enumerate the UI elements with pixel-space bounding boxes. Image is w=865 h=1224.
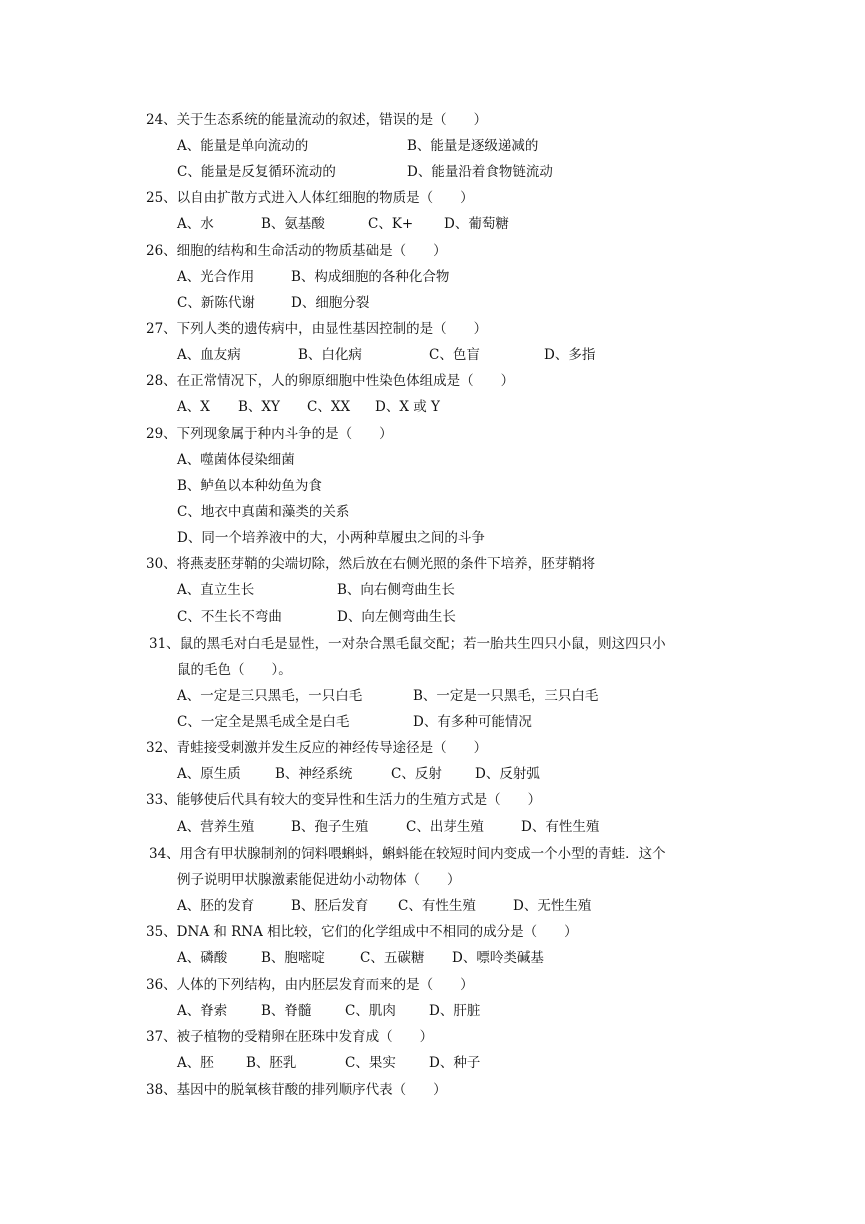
question-29-stem: 29、下列现象属于种内斗争的是（ ） bbox=[146, 426, 393, 442]
question-24-option-c: C、能量是反复循环流动的 bbox=[177, 164, 336, 180]
question-34-stem: 34、用含有甲状腺制剂的饲料喂蝌蚪，蝌蚪能在较短时间内变成一个小型的青蛙．这个 bbox=[149, 846, 666, 862]
question-37-option-c: C、果实 bbox=[345, 1055, 396, 1071]
question-30-option-c: C、不生长不弯曲 bbox=[177, 609, 282, 625]
question-27-stem: 27、下列人类的遗传病中，由显性基因控制的是（ ） bbox=[146, 321, 488, 337]
question-32-option-c: C、反射 bbox=[391, 766, 442, 782]
question-28-stem: 28、在正常情况下，人的卵原细胞中性染色体组成是（ ） bbox=[146, 373, 515, 389]
question-32-option-d: D、反射弧 bbox=[475, 766, 540, 782]
question-35-stem: 35、DNA 和 RNA 相比较，它们的化学组成中不相同的成分是（ ） bbox=[146, 924, 578, 940]
question-31-stem: 31、鼠的黑毛对白毛是显性，一对杂合黑毛鼠交配；若一胎共生四只小鼠，则这四只小 bbox=[149, 636, 666, 652]
question-31-option-d: D、有多种可能情况 bbox=[413, 714, 532, 730]
question-27-option-c: C、色盲 bbox=[429, 347, 480, 363]
question-27-option-d: D、多指 bbox=[544, 347, 596, 363]
question-31-stem-continued: 鼠的毛色（ ）。 bbox=[177, 662, 292, 678]
question-25-option-d: D、葡萄糖 bbox=[444, 216, 509, 232]
question-24-stem: 24、关于生态系统的能量流动的叙述，错误的是（ ） bbox=[146, 112, 488, 128]
question-31-option-c: C、一定全是黑毛成全是白毛 bbox=[177, 714, 350, 730]
question-30-option-a: A、直立生长 bbox=[177, 582, 255, 598]
question-30-stem: 30、将燕麦胚芽鞘的尖端切除，然后放在右侧光照的条件下培养，胚芽鞘将 bbox=[146, 556, 596, 572]
question-30-option-b: B、向右侧弯曲生长 bbox=[337, 582, 455, 598]
question-36-option-a: A、脊索 bbox=[177, 1003, 228, 1019]
question-31-option-b: B、一定是一只黑毛，三只白毛 bbox=[413, 688, 599, 704]
question-36-option-b: B、脊髓 bbox=[261, 1003, 312, 1019]
question-35-option-b: B、胞嘧啶 bbox=[261, 950, 325, 966]
question-33-option-a: A、营养生殖 bbox=[177, 819, 255, 835]
question-25-option-c: C、K+ bbox=[368, 216, 414, 232]
question-34-option-a: A、胚的发育 bbox=[177, 898, 255, 914]
question-30-option-d: D、向左侧弯曲生长 bbox=[337, 609, 456, 625]
question-33-option-b: B、孢子生殖 bbox=[291, 819, 369, 835]
question-37-option-d: D、种子 bbox=[429, 1055, 481, 1071]
question-28-option-c: C、XX bbox=[307, 399, 351, 415]
question-26-option-c: C、新陈代谢 bbox=[177, 295, 255, 311]
question-26-option-a: A、光合作用 bbox=[177, 269, 255, 285]
question-37-option-a: A、胚 bbox=[177, 1055, 214, 1071]
question-24-option-a: A、能量是单向流动的 bbox=[177, 138, 309, 154]
question-37-option-b: B、胚乳 bbox=[246, 1055, 297, 1071]
question-27-option-a: A、血友病 bbox=[177, 347, 241, 363]
question-24-option-d: D、能量沿着食物链流动 bbox=[407, 164, 553, 180]
question-32-stem: 32、青蛙接受刺激并发生反应的神经传导途径是（ ） bbox=[146, 740, 488, 756]
question-25-stem: 25、以自由扩散方式进入人体红细胞的物质是（ ） bbox=[146, 190, 474, 206]
question-33-stem: 33、能够使后代具有较大的变异性和生活力的生殖方式是（ ） bbox=[146, 792, 542, 808]
question-33-option-d: D、有性生殖 bbox=[521, 819, 600, 835]
question-32-option-b: B、神经系统 bbox=[275, 766, 353, 782]
question-27-option-b: B、白化病 bbox=[298, 347, 362, 363]
question-36-option-c: C、肌肉 bbox=[345, 1003, 396, 1019]
question-31-option-a: A、一定是三只黑毛，一只白毛 bbox=[177, 688, 363, 704]
question-29-option-d: D、同一个培养液中的大，小两种草履虫之间的斗争 bbox=[177, 530, 485, 546]
question-25-option-b: B、氨基酸 bbox=[261, 216, 325, 232]
question-36-option-d: D、肝脏 bbox=[429, 1003, 481, 1019]
question-37-stem: 37、被子植物的受精卵在胚珠中发育成（ ） bbox=[146, 1029, 434, 1045]
question-26-stem: 26、细胞的结构和生命活动的物质基础是（ ） bbox=[146, 243, 447, 259]
question-34-option-d: D、无性生殖 bbox=[513, 898, 592, 914]
question-34-option-b: B、胚后发育 bbox=[291, 898, 369, 914]
question-28-option-b: B、XY bbox=[238, 399, 280, 415]
question-35-option-c: C、五碳糖 bbox=[360, 950, 425, 966]
question-25-option-a: A、水 bbox=[177, 216, 214, 232]
question-33-option-c: C、出芽生殖 bbox=[406, 819, 484, 835]
question-28-option-d: D、X 或 Y bbox=[375, 399, 440, 415]
question-36-stem: 36、人体的下列结构，由内胚层发育而来的是（ ） bbox=[146, 977, 474, 993]
question-29-option-c: C、地衣中真菌和藻类的关系 bbox=[177, 504, 350, 520]
question-26-option-d: D、细胞分裂 bbox=[291, 295, 370, 311]
question-34-stem-continued: 例子说明甲状腺激素能促进幼小动物体（ ） bbox=[177, 872, 461, 888]
question-28-option-a: A、X bbox=[177, 399, 210, 415]
question-35-option-a: A、磷酸 bbox=[177, 950, 228, 966]
question-29-option-b: B、鲈鱼以本种幼鱼为食 bbox=[177, 478, 322, 494]
question-32-option-a: A、原生质 bbox=[177, 766, 241, 782]
question-29-option-a: A、噬菌体侵染细菌 bbox=[177, 452, 295, 468]
question-34-option-c: C、有性生殖 bbox=[398, 898, 476, 914]
question-26-option-b: B、构成细胞的各种化合物 bbox=[291, 269, 450, 285]
question-24-option-b: B、能量是逐级递减的 bbox=[407, 138, 539, 154]
question-35-option-d: D、嘌呤类碱基 bbox=[452, 950, 544, 966]
question-38-stem: 38、基因中的脱氧核苷酸的排列顺序代表（ ） bbox=[146, 1082, 447, 1098]
